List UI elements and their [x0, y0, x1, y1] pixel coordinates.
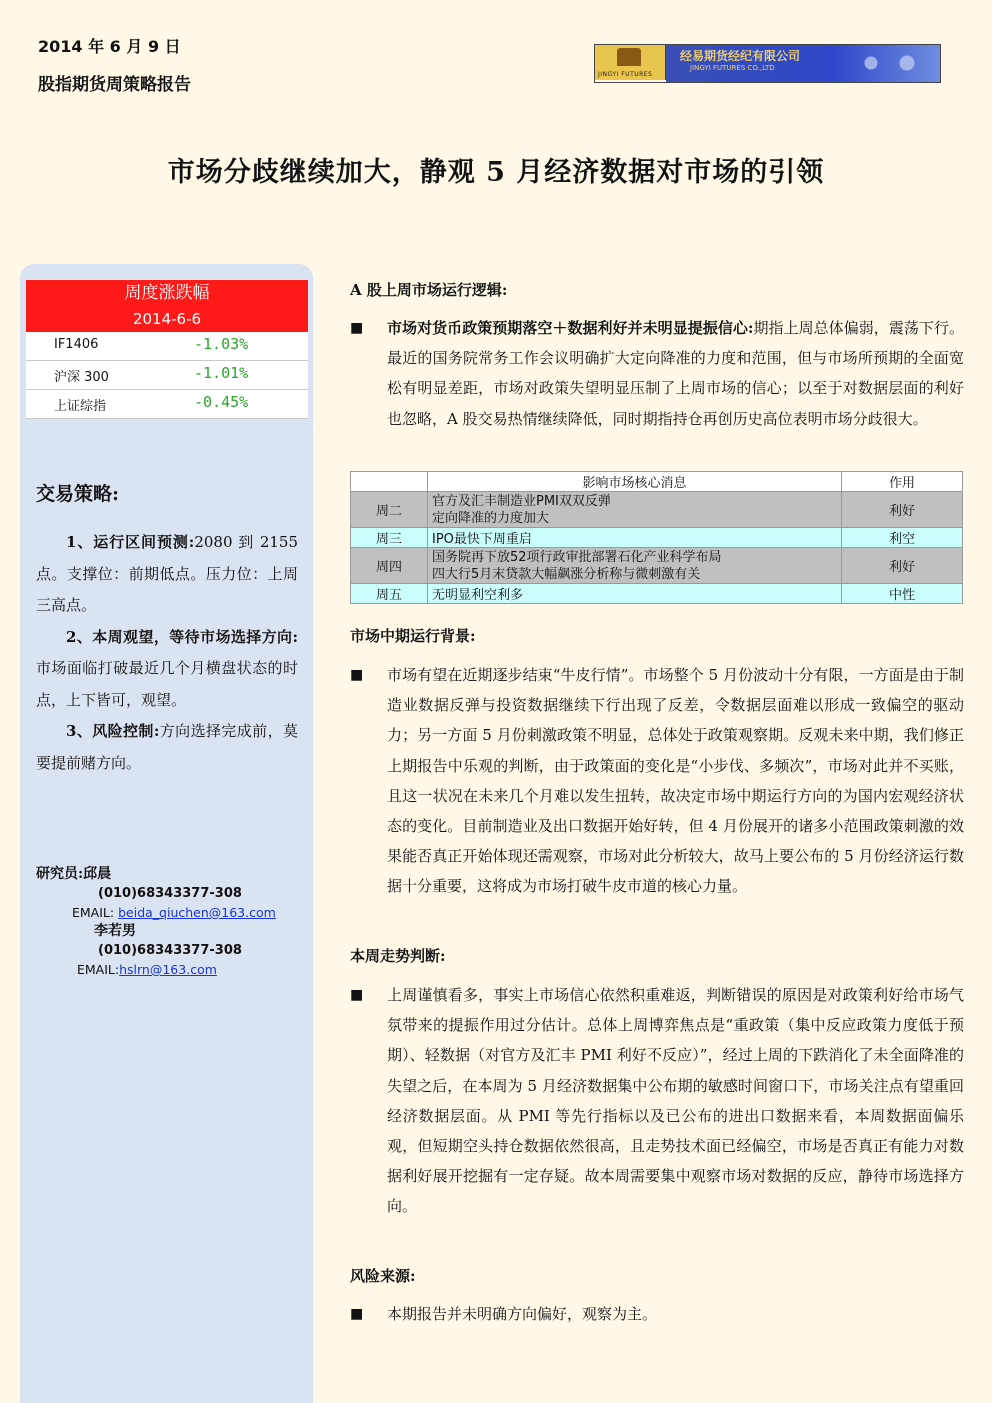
researcher-info: [36, 865, 306, 979]
researcher-phone: (010)68343377-308: [98, 886, 242, 901]
performance-row: [26, 390, 308, 419]
report-type: 股指期货周策略报告: [38, 75, 191, 95]
news-table: [350, 471, 963, 604]
sidebar: [20, 264, 313, 1403]
researcher-email-link[interactable]: beida_qiuchen@163.com: [118, 905, 276, 920]
table-row: 周五 无明显利空利多 中性: [351, 584, 963, 604]
section-title: A 股上周市场运行逻辑:: [350, 281, 508, 299]
strategy-item: 1、运行区间预测:2080 到 2155 点。支撑位：前期低点。压力位：上周三高点。: [36, 533, 298, 614]
bullet-square-icon: ■: [350, 320, 364, 336]
logo-emblem-icon: JINGYI FUTURES: [595, 45, 666, 80]
report-date: 2014 年 6 月 9 日: [38, 37, 181, 56]
email-label: EMAIL:: [77, 962, 120, 977]
performance-heading: 周度涨跌幅: [26, 280, 308, 306]
logo-name-cn: 经易期货经纪有限公司: [680, 49, 801, 63]
index-change: -1.03%: [194, 335, 249, 353]
section-title: 风险来源:: [350, 1267, 416, 1285]
performance-row: [26, 361, 308, 390]
strategy-list: [36, 527, 298, 779]
index-name: 上证综指: [54, 399, 107, 414]
bullet-paragraph: ■ 市场有望在近期逐步结束“牛皮行情”。市场整个 5 月份波动十分有限，一方面是由于制造业数据反弹与投资数据继续下行出现了反差，令数据层面难以形成一致偏空的驱动力；另一方面 5 月份刺激政策不明显，总体处于政策观察期。反观未来中期，我们修正上期报告中乐观的判断，由于政策面的变化是“小步伐、多频次”，市场对此并不买账，且这一状况在未来几个月难以发生扭转，故决定市场中期运行方向的为国内宏观经济状态的变化。目前制造业及出口数据开始好转，但 4 月份展开的诸多小范围政策刺激的效果能否真正开始体现还需观察，市场对此分析较大，故马上要公布的 5 月份经济运行数据十分重要，这将成为市场打破牛皮市道的核心力量。: [350, 660, 964, 902]
table-header-row: 影响市场核心消息 作用: [351, 472, 963, 492]
section-title: 本周走势判断:: [350, 947, 446, 965]
email-label: EMAIL:: [72, 905, 115, 920]
company-logo: [594, 44, 941, 83]
page-title: 市场分歧继续加大，静观 5 月经济数据对市场的引领: [167, 157, 825, 188]
researcher-phone: (010)68343377-308: [98, 943, 242, 958]
researcher-label: 研究员:: [36, 866, 84, 882]
logo-decoration-icon: [844, 51, 934, 75]
table-row: 周二 官方及汇丰制造业PMI双双反弹 定向降准的力度加大 利好: [351, 492, 963, 528]
section-title: 市场中期运行背景:: [350, 627, 476, 645]
table-row: 周三 IPO最快下周重启 利空: [351, 528, 963, 548]
researcher-email-link[interactable]: hslrn@163.com: [119, 962, 217, 977]
logo-name-en: JINGYI FUTURES CO.,LTD: [690, 64, 775, 72]
index-change: -1.01%: [194, 364, 249, 382]
logo-banner: [666, 45, 940, 82]
bullet-square-icon: ■: [350, 667, 364, 683]
bullet-square-icon: ■: [350, 1306, 364, 1322]
bullet-square-icon: ■: [350, 987, 364, 1003]
strategy-item: 2、本周观望，等待市场选择方向:市场面临打破最近几个月横盘状态的时点，上下皆可，观望。: [36, 627, 298, 709]
strategy-item: 3、风险控制:方向选择完成前，莫要提前赌方向。: [36, 722, 298, 772]
index-name: 沪深 300: [54, 370, 109, 385]
index-name: IF1406: [54, 337, 99, 352]
researcher-name: 邱晨: [83, 866, 112, 882]
researcher-name: 李若男: [94, 923, 136, 939]
strategy-title: 交易策略:: [36, 483, 120, 505]
bullet-paragraph: ■ 上周谨慎看多，事实上市场信心依然积重难返，判断错误的原因是对政策利好给市场气氛带来的提振作用过分估计。总体上周博弈焦点是“重政策（集中反应政策力度低于预期）、轻数据（对官方及汇丰 PMI 利好不反应）”，经过上周的下跌消化了未全面降准的失望之后，在本周为 5 月经济数据集中公布期的敏感时间窗口下，市场关注点有望重回经济数据层面。从 PMI 等先行指标以及已公布的进出口数据来看，本周数据面偏乐观，但短期空头持仓数据依然很高，且走势技术面已经偏空，市场是否真正有能力对数据利好展开挖掘有一定存疑。故本周需要集中观察市场对数据的反应，静待市场选择方向。: [350, 980, 964, 1222]
bullet-paragraph: ■ 本期报告并未明确方向偏好，观察为主。: [350, 1299, 964, 1329]
performance-date: 2014-6-6: [26, 306, 308, 332]
table-row: 周四 国务院再下放52项行政审批部署石化产业科学布局 四大行5月末贷款大幅飙涨分析称与微刺激有关 利好: [351, 548, 963, 584]
bullet-paragraph: ■ 市场对货币政策预期落空＋数据利好并未明显提振信心:期指上周总体偏弱，震荡下行。最近的国务院常务工作会议明确扩大定向降准的力度和范围，但与市场所预期的全面宽松有明显差距，市场对政策失望明显压制了上周市场的信心；以至于对数据层面的利好也忽略，A 股交易热情继续降低，同时期指持仓再创历史高位表明市场分歧很大。: [350, 313, 964, 434]
performance-row: [26, 332, 308, 361]
index-change: -0.45%: [194, 393, 249, 411]
